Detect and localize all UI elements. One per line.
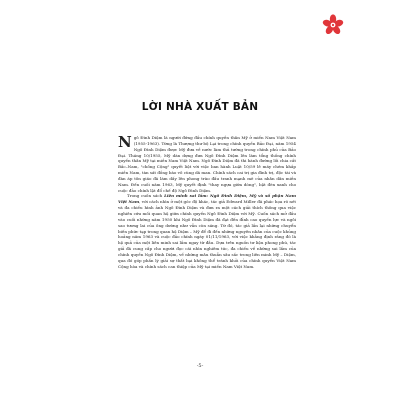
paragraph-book-text: , với cách nhìn ở một góc độ khác, tác giả Edward Miller đã phác họa rõ nét và đa chiều hình ảnh Ngô Đình Diệm và đưa ra một cách giải thích thông qua việc nghiên cứu mối quan hệ giữa chính quyền Ngô Đình Diệm với Mỹ. Cuốn sách mở đầu vào cuối những năm 1950 khi Ngô Đình Diệm đã đạt đến đỉnh cao quyền lực và ngôi sao tương lai của ông dường như vẫn còn sáng. Từ đó, tác giả lần lại những chuyển biến phức tạp trong quan hệ Diệm – Mỹ để đi đến những nguyên nhân của cuộc khủng hoảng năm 1963 và cuộc đảo chính ngày 01/11/1963, với việc khẳng định rằng đó là hệ quả của một liên minh sai lầm ngay từ đầu. Dựa trên nguồn tư liệu phong phú, tác giả đã cung cấp cho người đọc cái nhìn nghiêm túc, đa chiều về những sai lầm của chính quyền Ngô Đình Diệm, về những mâu thuẫn sâu sắc trong liên minh Mỹ – Diệm, qua đó góp phần lý giải sự thất bại không thể tránh khỏi của chính quyền Việt Nam Cộng hòa và chính sách can thiệp của Mỹ tại miền Nam Việt Nam.	[118, 199, 297, 269]
page-number: -5-	[196, 363, 204, 369]
flower-logo-icon	[322, 14, 344, 36]
book-title-emphasis: Liên minh sai lầm: Ngô Đình Diệm, Mỹ và số phận Nam Việt Nam	[118, 193, 296, 205]
page-title: LỜI NHÀ XUẤT BẢN	[141, 101, 259, 113]
paragraph-intro	[118, 132, 296, 193]
dropcap-letter: N	[118, 132, 132, 151]
paragraph-book	[118, 193, 296, 269]
paragraph-book-lead: Trong cuốn sách	[127, 193, 165, 199]
body-text	[118, 132, 297, 269]
paragraph-intro-text: gô Đình Diệm là người đứng đầu chính quyền thân Mỹ ở miền Nam Việt Nam (1955-1963). Từng là Thượng thư bộ Lại trong chính quyền Bảo Đại, năm 1954 Ngô Đình Diệm được Mỹ đưa về nước làm thủ tướng trong chính phủ của Bảo Đại. Tháng 10/1955, Mỹ dàn dựng đưa Ngô Đình Diệm lên làm tổng thống chính quyền thân Mỹ tại miền Nam Việt Nam. Ngô Đình Diệm đã thi hành đường lối chia cắt Bắc–Nam, "chống Cộng" quyết liệt với việc ban hành Luật 10/59 lê máy chém khắp miền Nam, tàn sát đồng bào vô cùng dã man. Chính sách cai trị gia đình trị, độc tài và đàn áp tôn giáo đã làm dấy lên phong trào đấu tranh mạnh mẽ của nhân dân miền Nam. Đến cuối năm 1963, Mỹ quyết định "thay ngựa giữa dòng", bật đèn xanh cho cuộc đảo chính lật đổ chế độ Ngô Đình Diệm.	[118, 135, 296, 193]
